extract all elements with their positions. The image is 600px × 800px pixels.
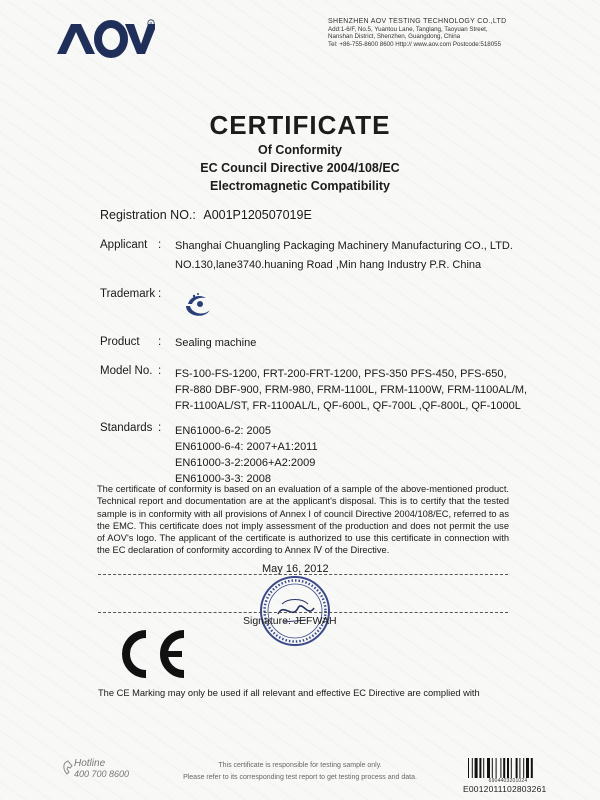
issue-date: May 16, 2012 [262, 563, 329, 575]
standards-label: Standards [100, 422, 153, 434]
standard-item: EN61000-3-3: 2008 [175, 473, 272, 485]
company-contact: Tel: +86-755-8600 8600 Http:// www.aov.com Postcode:518055 [328, 40, 502, 48]
model-colon: : [158, 365, 162, 377]
model-value [175, 366, 527, 414]
standard-item: EN61000-6-2: 2005 [175, 425, 272, 437]
company-address-line-1: Add:1-6/F, No.5, Yuantou Lane, Tanglang, Taoyuan Street, [328, 25, 488, 33]
footer-note-1: This certificate is responsible for testing sample only. [218, 762, 382, 769]
ce-marking-note: The CE Marking may only be used if all relevant and effective EC Directive are complied with [98, 688, 480, 698]
product-label: Product [100, 336, 140, 348]
subtitle-compatibility: Electromagnetic Compatibility [210, 179, 390, 193]
trademark-colon: : [158, 288, 162, 300]
trademark-label: Trademark [100, 288, 156, 300]
barcode-icon [467, 758, 549, 778]
product-colon: : [158, 336, 162, 348]
product-value: Sealing machine [175, 337, 257, 349]
company-address-line-2: Nanshan District, Shenzhen, Guangdong, China [328, 33, 461, 41]
standards-list [175, 423, 318, 487]
registration-value: A001P120507019E [203, 208, 312, 222]
hotline-label: Hotline [74, 758, 106, 769]
signature-divider [98, 612, 508, 613]
official-seal-icon [258, 574, 332, 648]
subtitle-directive: EC Council Directive 2004/108/EC [200, 161, 400, 175]
model-line-2: FR-880 DBF-900, FRM-980, FRM-1100L, FRM-1100W, FRM-1100AL/M, [175, 384, 528, 396]
trademark-logo-icon [180, 290, 214, 320]
aov-logo [55, 18, 155, 60]
company-name: SHENZHEN AOV TESTING TECHNOLOGY CO.,LTD [328, 18, 507, 25]
registration-label: Registration NO.: [100, 208, 196, 222]
model-line-3: FR-1100AL/ST, FR-1100AL/L, QF-600L, QF-700L ,QF-800L, QF-1000L [175, 400, 521, 412]
applicant-name: Shanghai Chuangling Packaging Machinery Manufacturing CO., LTD. [175, 240, 513, 252]
standards-colon: : [158, 422, 162, 434]
applicant-colon: : [158, 239, 162, 251]
model-label: Model No. [100, 365, 153, 377]
certificate-title: CERTIFICATE [209, 110, 391, 140]
applicant-value [175, 238, 513, 273]
barcode-digits: 6904403201024 [488, 778, 528, 784]
model-line-1: FS-100-FS-1200, FRT-200-FRT-1200, PFS-350 PFS-450, PFS-650, [175, 368, 507, 380]
applicant-address: NO.130,lane3740.huaning Road ,Min hang Industry P.R. China [175, 259, 482, 271]
company-header [328, 18, 548, 48]
svg-text:R: R [149, 20, 153, 26]
conformity-statement: The certificate of conformity is based on an evaluation of a sample of the above-mentioned product. Technical report and documentation are at the applicant's disposal. This is to certify that the tested sample is in conformity with all provisions of Annex I of council Directive 2004/108/EC, referred to as the EMC. This certificate does not imply assessment of the production and does not permit the use of AOV's logo. The applicant of the certificate is authorized to use this certificate in connection with the EC declaration of conformity according to Annex Ⅳ of the Directive. [97, 484, 509, 556]
registration-number [100, 208, 312, 222]
hotline-number: 400 700 8600 [74, 769, 130, 779]
standard-item: EN61000-3-2:2006+A2:2009 [175, 457, 316, 469]
footer-note-2: Please refer to its corresponding test report to get testing process and data. [183, 774, 417, 781]
subtitle-conformity: Of Conformity [257, 143, 343, 157]
certificate-id: E0012011102803261 [463, 784, 547, 794]
signature: Signature: JEFWAH [243, 615, 337, 627]
ce-mark-icon [110, 628, 190, 680]
standard-item: EN61000-6-4: 2007+A1:2011 [175, 441, 318, 453]
applicant-label: Applicant [100, 239, 148, 251]
